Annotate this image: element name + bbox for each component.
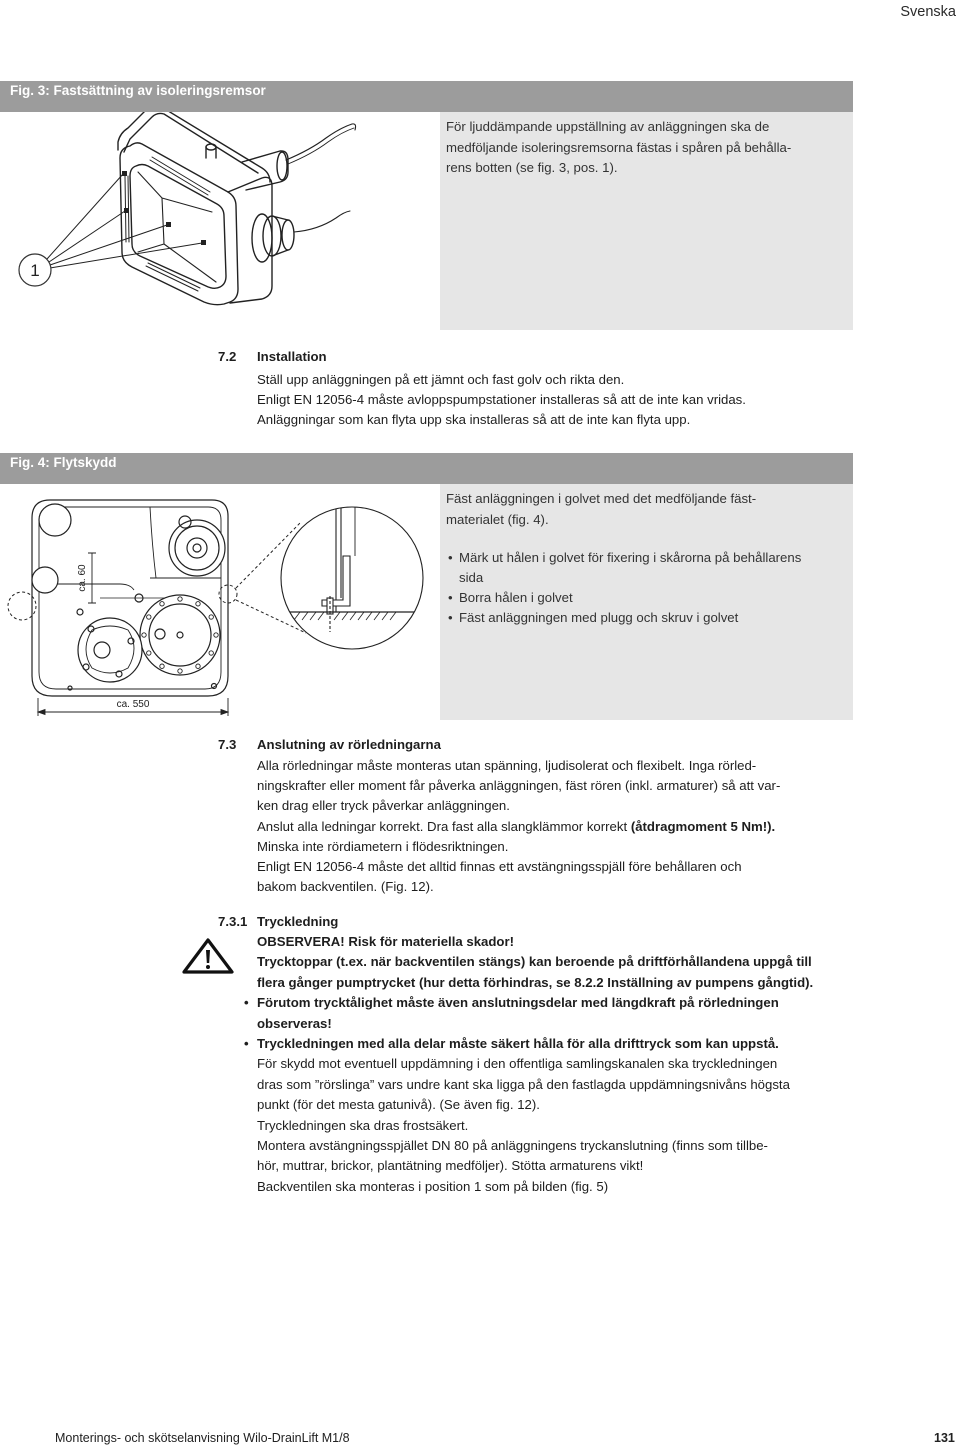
tank-body [118,112,356,305]
bullet-glyph: • [244,1036,249,1052]
bullet-item [448,608,801,628]
body-text: Anslut alla ledningar korrekt. Dra fast alla slangklämmor korrekt [257,818,628,834]
bullet-glyph: • [448,590,453,605]
warning-text-line: Trycktoppar (t.ex. när backventilen stängs) kan beroende på driftförhållandena uppgå till [257,954,812,970]
bullet-text: Borra hålen i golvet [459,590,573,605]
body-text-line: Ställ upp anläggningen på ett jämnt och fast golv och rikta den. [257,372,625,387]
figure-4-bullet-list [448,548,802,628]
body-text-line: Tryckledningen ska dras frostsäkert. [257,1117,469,1133]
tank-insulation-strips-illustration [0,112,438,330]
detail-zoom [281,500,423,649]
bullet-item [448,548,802,588]
dimension-width-label: ca. 550 [116,699,150,710]
dimension-height-label: ca. 60 [77,564,88,592]
bullet-text: Tryckledningen med alla delar måste säkert hålla för alla drifttryck som kan uppstå. [257,1036,779,1052]
bullet-glyph: • [448,550,453,565]
floating-protection-illustration [0,484,438,720]
body-text-line: punkt (för det mesta gatunivå). (Se även fig. 12). [257,1097,540,1113]
language-label: Svenska [900,4,956,20]
body-text-line: Montera avstängningsspjället DN 80 på anläggningens tryckanslutning (finns som tillbe- [257,1138,768,1154]
section-number: 7.3 [218,737,237,752]
body-text-line: Enligt EN 12056-4 måste avloppspumpstationer installeras så att de inte kan vridas. [257,392,746,407]
warning-heading: OBSERVERA! Risk för materiella skador! [257,934,514,949]
figure-4-description-panel [440,484,853,720]
bullet-text: sida [459,570,484,585]
page-number: 131 [934,1431,955,1445]
description-line: medföljande isoleringsremsorna fästas i spåren på behålla- [446,139,792,155]
figure-3-caption: Fig. 3: Fastsättning av isoleringsremsor [0,81,853,112]
footer-title: Monterings- och skötselanvisning Wilo-DrainLift M1/8 [55,1431,350,1445]
description-line: materialet (fig. 4). [446,512,549,527]
figure-3-description [446,117,791,179]
description-line: Fäst anläggningen i golvet med det medföljande fäst- [446,491,757,506]
body-text-line: ningskrafter eller moment får påverka anläggningen, fäst rören (inkl. armaturer) så att var- [257,778,781,794]
bullet-text: observeras! [257,1015,332,1031]
body-text-line: Alla rörledningar måste monteras utan spänning, ljudisolerat och flexibelt. Inga rörled- [257,758,757,773]
section-title: Tryckledning [257,914,339,929]
height-dimension [77,553,96,603]
section-body [244,932,814,1197]
body-text-line: Anläggningar som kan flyta upp ska installeras så att de inte kan flyta upp. [257,412,691,427]
body-text-line: Backventilen ska monteras i position 1 som på bilden (fig. 5) [257,1178,609,1194]
bullet-item [448,588,801,608]
body-text-line: ken drag eller tryck påverkar anläggningen. [257,798,510,814]
body-text-line: För skydd mot eventuell uppdämning i den offentliga samlingskanalen ska tryckledningen [257,1056,778,1072]
body-text-line: Minska inte rördiametern i flödesriktningen. [257,838,509,854]
position-label: 1 [30,261,40,280]
description-line: För ljuddämpande uppställning av anläggningen ska de [446,119,770,134]
section-title: Installation [257,349,327,364]
warning-icon [181,937,235,975]
figure-3-drawing [0,112,438,330]
bullet-item [244,1034,813,1054]
section-number: 7.2 [218,349,237,364]
position-1-leader-lines [47,174,202,268]
body-text-line: hör, muttrar, brickor, plantätning medföljer). Stötta armaturens vikt! [257,1158,644,1174]
torque-note: (åtdragmoment 5 Nm!). [630,818,776,834]
figure-3-description-panel [440,112,853,330]
section-number: 7.3.1 [218,914,248,929]
tank-top-view [32,500,228,696]
figure-4-intro [446,488,756,530]
body-text-line: Enligt EN 12056-4 måste det alltid finnas ett avstängningsspjäll före behållaren och [257,859,742,875]
figure-4-drawing [0,484,438,720]
figure-4-caption: Fig. 4: Flytskydd [0,453,853,484]
bullet-text: Märk ut hålen i golvet för fixering i skårorna på behållarens [459,550,802,565]
section-title: Anslutning av rörledningarna [257,737,441,752]
bullet-glyph: • [244,995,249,1011]
description-line: rens botten (se fig. 3, pos. 1). [446,160,618,175]
bullet-glyph: • [448,610,453,625]
position-callout [19,254,51,286]
body-text-line: dras som ”rörslinga” vars undre kant ska ligga på den fastlagda uppdämningsnivåns högsta [257,1076,790,1092]
bullet-item [244,993,813,1034]
section-body [257,756,780,897]
width-dimension [38,698,228,716]
bullet-text: Förutom trycktålighet måste även anslutningsdelar med längdkraft på rörledningen [257,995,779,1011]
bullet-text: Fäst anläggningen med plugg och skruv i golvet [459,610,739,625]
body-text-line: bakom backventilen. (Fig. 12). [257,879,434,895]
body-text-line [257,817,780,837]
section-body [257,370,746,430]
warning-text-line: flera gånger pumptrycket (hur detta förhindras, se 8.2.2 Inställning av pumpens gångtid). [257,974,814,990]
